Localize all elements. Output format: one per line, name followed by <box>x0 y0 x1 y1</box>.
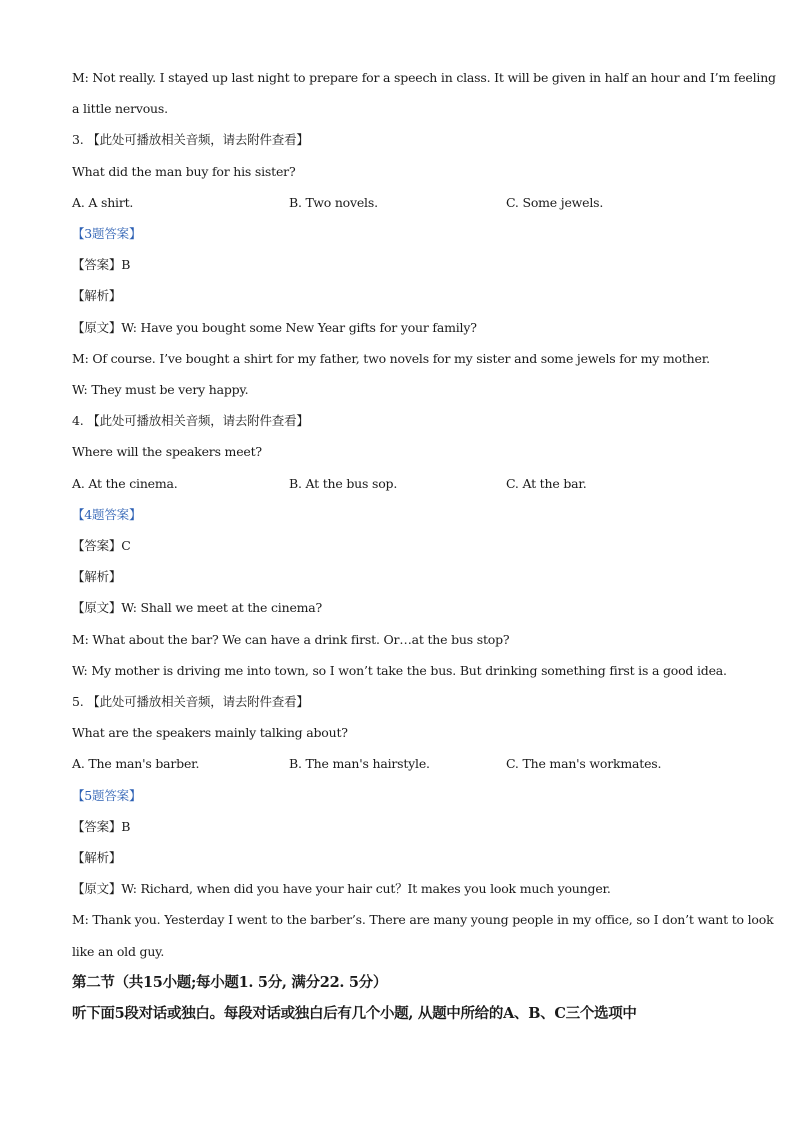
options-row <box>72 187 732 218</box>
question-block <box>72 124 732 405</box>
option-c: C. Some jewels. <box>506 194 604 210</box>
option-b: B. The man's hairstyle. <box>289 756 430 772</box>
option-c: C. The man's workmates. <box>506 756 662 772</box>
transcript-line: M: Thank you. Yesterday I went to the barber’s. There are many young people in my office, so I don’t want to look <box>72 912 774 928</box>
question-stem: Where will the speakers meet? <box>72 444 262 460</box>
analysis-label: 【解析】 <box>72 569 122 585</box>
transcript-line: like an old guy. <box>72 943 165 959</box>
question-header: 4. 【此处可播放相关音频，请去附件查看】 <box>72 413 309 429</box>
question-stem: What did the man buy for his sister? <box>72 163 296 179</box>
answer-line: 【答案】B <box>72 818 131 834</box>
option-c: C. At the bar. <box>506 475 587 491</box>
option-b: B. At the bus sop. <box>289 475 398 491</box>
option-b: B. Two novels. <box>289 194 378 210</box>
question-stem: What are the speakers mainly talking about? <box>72 725 348 741</box>
analysis-label: 【解析】 <box>72 850 122 866</box>
question-header: 3. 【此处可播放相关音频，请去附件查看】 <box>72 132 309 148</box>
transcript-line: 【原文】W: Have you bought some New Year gifts for your family? <box>72 319 477 335</box>
options-row <box>72 468 732 499</box>
dialogue-line: M: Not really. I stayed up last night to prepare for a speech in class. It will be given in half an hour and I’m feeling <box>72 70 776 85</box>
option-a: A. At the cinema. <box>72 475 178 491</box>
transcript-line: 【原文】W: Richard, when did you have your hair cut？It makes you look much younger. <box>72 881 611 897</box>
question-block <box>72 686 774 967</box>
option-a: A. The man's barber. <box>72 756 200 772</box>
answer-section-label: 【3题答案】 <box>72 226 142 242</box>
question-header: 5. 【此处可播放相关音频，请去附件查看】 <box>72 694 309 710</box>
answer-section-label: 【5题答案】 <box>72 787 142 803</box>
transcript-line: M: Of course. I’ve bought a shirt for my father, two novels for my sister and some jewels for my mother. <box>72 350 710 366</box>
section-instruction: 听下面5段对话或独白。每段对话或独白后有几个小题, 从题中所给的A、B、C三个选项中 <box>72 1005 637 1023</box>
answer-section-label: 【4题答案】 <box>72 506 142 522</box>
section-title: 第二节（共15小题;每小题1. 5分, 满分22. 5分） <box>72 973 388 991</box>
question-block <box>72 405 732 686</box>
transcript-line: W: They must be very happy. <box>72 382 249 398</box>
dialogue-line: a little nervous. <box>72 101 168 117</box>
transcript-line: M: What about the bar? We can have a drink first. Or…at the bus stop? <box>72 631 510 647</box>
transcript-line: 【原文】W: Shall we meet at the cinema? <box>72 600 323 616</box>
analysis-label: 【解析】 <box>72 288 122 304</box>
answer-line: 【答案】B <box>72 257 131 273</box>
option-a: A. A shirt. <box>72 194 134 210</box>
options-row <box>72 748 732 779</box>
answer-line: 【答案】C <box>72 538 131 554</box>
document-page <box>72 62 776 1029</box>
transcript-line: W: My mother is driving me into town, so I won’t take the bus. But drinking something first is a good idea. <box>72 662 727 678</box>
